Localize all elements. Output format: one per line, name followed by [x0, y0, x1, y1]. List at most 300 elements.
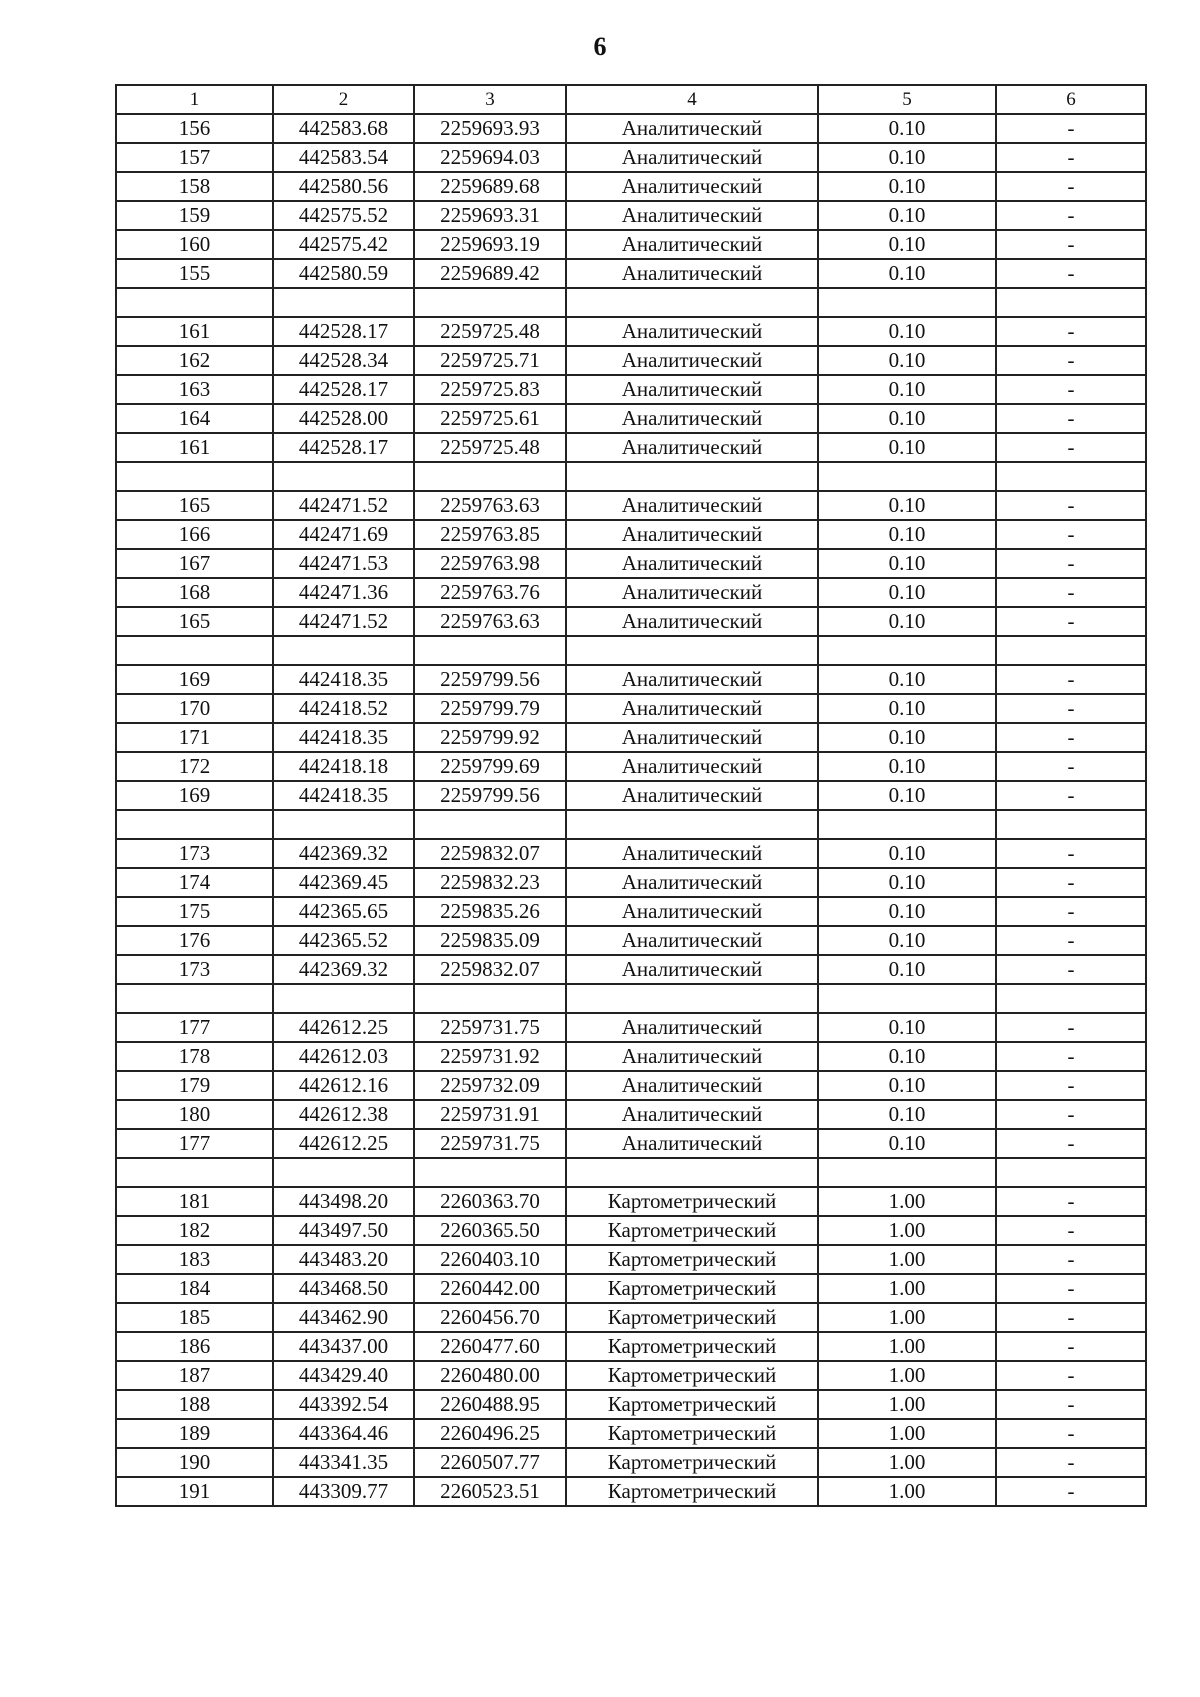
x-coordinate-cell: 442612.25 — [273, 1129, 414, 1158]
point-number-cell: 166 — [116, 520, 273, 549]
point-number-cell: 155 — [116, 259, 273, 288]
y-coordinate-cell: 2259799.92 — [414, 723, 566, 752]
table-row — [116, 926, 1146, 955]
y-coordinate-cell: 2259832.07 — [414, 839, 566, 868]
note-cell: - — [996, 1448, 1146, 1477]
precision-cell: 1.00 — [818, 1274, 996, 1303]
method-cell — [566, 984, 818, 1013]
method-cell: Аналитический — [566, 317, 818, 346]
table-row — [116, 1361, 1146, 1390]
note-cell: - — [996, 1187, 1146, 1216]
table-body — [116, 114, 1146, 1506]
precision-cell: 0.10 — [818, 433, 996, 462]
separator-row — [116, 984, 1146, 1013]
point-number-cell: 184 — [116, 1274, 273, 1303]
note-cell — [996, 1158, 1146, 1187]
precision-cell: 1.00 — [818, 1187, 996, 1216]
column-header-1: 1 — [116, 85, 273, 114]
y-coordinate-cell: 2260403.10 — [414, 1245, 566, 1274]
table-row — [116, 549, 1146, 578]
table-row — [116, 1013, 1146, 1042]
x-coordinate-cell: 442365.65 — [273, 897, 414, 926]
note-cell: - — [996, 781, 1146, 810]
point-number-cell: 185 — [116, 1303, 273, 1332]
column-header-3: 3 — [414, 85, 566, 114]
precision-cell: 0.10 — [818, 955, 996, 984]
note-cell: - — [996, 172, 1146, 201]
x-coordinate-cell: 443429.40 — [273, 1361, 414, 1390]
precision-cell: 0.10 — [818, 578, 996, 607]
table-row — [116, 404, 1146, 433]
x-coordinate-cell: 442575.42 — [273, 230, 414, 259]
precision-cell: 0.10 — [818, 1129, 996, 1158]
point-number-cell: 169 — [116, 781, 273, 810]
precision-cell — [818, 810, 996, 839]
point-number-cell: 161 — [116, 433, 273, 462]
precision-cell: 1.00 — [818, 1332, 996, 1361]
y-coordinate-cell: 2259732.09 — [414, 1071, 566, 1100]
table-row — [116, 230, 1146, 259]
y-coordinate-cell: 2260363.70 — [414, 1187, 566, 1216]
y-coordinate-cell: 2259689.68 — [414, 172, 566, 201]
note-cell: - — [996, 752, 1146, 781]
y-coordinate-cell — [414, 636, 566, 665]
method-cell: Картометрический — [566, 1477, 818, 1506]
table-row — [116, 1390, 1146, 1419]
note-cell: - — [996, 1274, 1146, 1303]
separator-row — [116, 810, 1146, 839]
y-coordinate-cell: 2259731.92 — [414, 1042, 566, 1071]
table-row — [116, 375, 1146, 404]
table-row — [116, 259, 1146, 288]
x-coordinate-cell: 443364.46 — [273, 1419, 414, 1448]
precision-cell: 0.10 — [818, 897, 996, 926]
note-cell: - — [996, 259, 1146, 288]
note-cell: - — [996, 665, 1146, 694]
table-row — [116, 1100, 1146, 1129]
x-coordinate-cell: 443341.35 — [273, 1448, 414, 1477]
note-cell: - — [996, 1100, 1146, 1129]
note-cell: - — [996, 723, 1146, 752]
table-row — [116, 1274, 1146, 1303]
point-number-cell — [116, 636, 273, 665]
table-row — [116, 1477, 1146, 1506]
point-number-cell: 183 — [116, 1245, 273, 1274]
precision-cell: 1.00 — [818, 1477, 996, 1506]
table-row — [116, 897, 1146, 926]
note-cell: - — [996, 1245, 1146, 1274]
point-number-cell — [116, 1158, 273, 1187]
y-coordinate-cell: 2259832.23 — [414, 868, 566, 897]
y-coordinate-cell: 2260488.95 — [414, 1390, 566, 1419]
x-coordinate-cell: 443437.00 — [273, 1332, 414, 1361]
table-row — [116, 201, 1146, 230]
table-row — [116, 520, 1146, 549]
y-coordinate-cell — [414, 984, 566, 1013]
note-cell: - — [996, 1390, 1146, 1419]
point-number-cell: 172 — [116, 752, 273, 781]
point-number-cell: 189 — [116, 1419, 273, 1448]
x-coordinate-cell: 443468.50 — [273, 1274, 414, 1303]
method-cell: Аналитический — [566, 404, 818, 433]
precision-cell: 1.00 — [818, 1448, 996, 1477]
y-coordinate-cell: 2260507.77 — [414, 1448, 566, 1477]
point-number-cell: 173 — [116, 839, 273, 868]
y-coordinate-cell: 2260442.00 — [414, 1274, 566, 1303]
note-cell — [996, 810, 1146, 839]
precision-cell: 0.10 — [818, 694, 996, 723]
method-cell: Картометрический — [566, 1187, 818, 1216]
y-coordinate-cell: 2259799.79 — [414, 694, 566, 723]
x-coordinate-cell: 442471.52 — [273, 491, 414, 520]
column-header-2: 2 — [273, 85, 414, 114]
x-coordinate-cell: 442528.17 — [273, 317, 414, 346]
point-number-cell: 156 — [116, 114, 273, 143]
point-number-cell: 186 — [116, 1332, 273, 1361]
method-cell: Картометрический — [566, 1216, 818, 1245]
method-cell: Аналитический — [566, 1129, 818, 1158]
point-number-cell: 160 — [116, 230, 273, 259]
method-cell — [566, 1158, 818, 1187]
y-coordinate-cell: 2259693.31 — [414, 201, 566, 230]
precision-cell: 0.10 — [818, 143, 996, 172]
point-number-cell: 180 — [116, 1100, 273, 1129]
note-cell: - — [996, 1216, 1146, 1245]
precision-cell: 0.10 — [818, 752, 996, 781]
y-coordinate-cell: 2260456.70 — [414, 1303, 566, 1332]
point-number-cell: 159 — [116, 201, 273, 230]
y-coordinate-cell: 2259799.56 — [414, 781, 566, 810]
x-coordinate-cell: 442418.35 — [273, 665, 414, 694]
note-cell: - — [996, 897, 1146, 926]
precision-cell: 0.10 — [818, 1013, 996, 1042]
x-coordinate-cell: 442528.17 — [273, 375, 414, 404]
note-cell: - — [996, 1303, 1146, 1332]
table-row — [116, 1419, 1146, 1448]
point-number-cell — [116, 288, 273, 317]
table-row — [116, 1303, 1146, 1332]
note-cell: - — [996, 1332, 1146, 1361]
method-cell: Аналитический — [566, 230, 818, 259]
x-coordinate-cell: 442471.52 — [273, 607, 414, 636]
table-row — [116, 839, 1146, 868]
table-row — [116, 143, 1146, 172]
precision-cell — [818, 1158, 996, 1187]
x-coordinate-cell: 442612.03 — [273, 1042, 414, 1071]
note-cell: - — [996, 694, 1146, 723]
note-cell: - — [996, 375, 1146, 404]
note-cell: - — [996, 1013, 1146, 1042]
y-coordinate-cell: 2259725.83 — [414, 375, 566, 404]
precision-cell: 0.10 — [818, 404, 996, 433]
x-coordinate-cell: 443392.54 — [273, 1390, 414, 1419]
y-coordinate-cell: 2260365.50 — [414, 1216, 566, 1245]
table-row — [116, 1071, 1146, 1100]
point-number-cell: 170 — [116, 694, 273, 723]
note-cell: - — [996, 520, 1146, 549]
x-coordinate-cell — [273, 1158, 414, 1187]
y-coordinate-cell: 2259693.19 — [414, 230, 566, 259]
method-cell: Аналитический — [566, 781, 818, 810]
x-coordinate-cell: 442418.18 — [273, 752, 414, 781]
method-cell: Аналитический — [566, 549, 818, 578]
note-cell: - — [996, 143, 1146, 172]
note-cell — [996, 636, 1146, 665]
method-cell — [566, 810, 818, 839]
precision-cell: 1.00 — [818, 1245, 996, 1274]
method-cell: Аналитический — [566, 143, 818, 172]
point-number-cell — [116, 984, 273, 1013]
method-cell: Картометрический — [566, 1448, 818, 1477]
method-cell: Аналитический — [566, 897, 818, 926]
precision-cell: 0.10 — [818, 839, 996, 868]
method-cell: Аналитический — [566, 114, 818, 143]
table-row — [116, 607, 1146, 636]
column-header-4: 4 — [566, 85, 818, 114]
table-row — [116, 346, 1146, 375]
y-coordinate-cell: 2259763.85 — [414, 520, 566, 549]
x-coordinate-cell: 443462.90 — [273, 1303, 414, 1332]
method-cell: Аналитический — [566, 433, 818, 462]
point-number-cell: 161 — [116, 317, 273, 346]
note-cell: - — [996, 433, 1146, 462]
method-cell: Аналитический — [566, 375, 818, 404]
x-coordinate-cell — [273, 984, 414, 1013]
method-cell: Аналитический — [566, 694, 818, 723]
table-header — [116, 85, 1146, 114]
note-cell: - — [996, 839, 1146, 868]
precision-cell — [818, 636, 996, 665]
y-coordinate-cell: 2259731.91 — [414, 1100, 566, 1129]
point-number-cell: 168 — [116, 578, 273, 607]
point-number-cell: 191 — [116, 1477, 273, 1506]
x-coordinate-cell: 443309.77 — [273, 1477, 414, 1506]
table-row — [116, 1216, 1146, 1245]
method-cell: Аналитический — [566, 520, 818, 549]
point-number-cell: 174 — [116, 868, 273, 897]
table-row — [116, 723, 1146, 752]
x-coordinate-cell: 442612.38 — [273, 1100, 414, 1129]
precision-cell: 0.10 — [818, 1042, 996, 1071]
table-row — [116, 317, 1146, 346]
point-number-cell: 177 — [116, 1129, 273, 1158]
note-cell — [996, 462, 1146, 491]
point-number-cell: 164 — [116, 404, 273, 433]
method-cell: Аналитический — [566, 839, 818, 868]
y-coordinate-cell: 2259725.48 — [414, 317, 566, 346]
precision-cell: 0.10 — [818, 607, 996, 636]
point-number-cell: 187 — [116, 1361, 273, 1390]
note-cell: - — [996, 578, 1146, 607]
precision-cell: 1.00 — [818, 1390, 996, 1419]
point-number-cell — [116, 810, 273, 839]
note-cell: - — [996, 1071, 1146, 1100]
x-coordinate-cell: 442369.32 — [273, 955, 414, 984]
method-cell: Картометрический — [566, 1390, 818, 1419]
method-cell: Картометрический — [566, 1419, 818, 1448]
x-coordinate-cell — [273, 636, 414, 665]
table-row — [116, 955, 1146, 984]
y-coordinate-cell: 2259725.71 — [414, 346, 566, 375]
table-row — [116, 1448, 1146, 1477]
table-row — [116, 578, 1146, 607]
x-coordinate-cell: 442471.69 — [273, 520, 414, 549]
x-coordinate-cell: 442583.54 — [273, 143, 414, 172]
precision-cell: 0.10 — [818, 926, 996, 955]
table-row — [116, 665, 1146, 694]
x-coordinate-cell: 442528.00 — [273, 404, 414, 433]
method-cell — [566, 462, 818, 491]
y-coordinate-cell — [414, 462, 566, 491]
x-coordinate-cell — [273, 462, 414, 491]
point-number-cell: 175 — [116, 897, 273, 926]
point-number-cell: 163 — [116, 375, 273, 404]
method-cell: Картометрический — [566, 1303, 818, 1332]
table-row — [116, 781, 1146, 810]
x-coordinate-cell: 443498.20 — [273, 1187, 414, 1216]
note-cell: - — [996, 926, 1146, 955]
separator-row — [116, 462, 1146, 491]
x-coordinate-cell: 442369.32 — [273, 839, 414, 868]
x-coordinate-cell: 442471.36 — [273, 578, 414, 607]
x-coordinate-cell: 442471.53 — [273, 549, 414, 578]
table-row — [116, 1332, 1146, 1361]
y-coordinate-cell: 2259731.75 — [414, 1013, 566, 1042]
method-cell: Аналитический — [566, 578, 818, 607]
x-coordinate-cell: 442612.16 — [273, 1071, 414, 1100]
x-coordinate-cell — [273, 288, 414, 317]
note-cell: - — [996, 1477, 1146, 1506]
note-cell: - — [996, 549, 1146, 578]
precision-cell: 0.10 — [818, 723, 996, 752]
point-number-cell: 178 — [116, 1042, 273, 1071]
point-number-cell: 179 — [116, 1071, 273, 1100]
note-cell: - — [996, 607, 1146, 636]
note-cell: - — [996, 1361, 1146, 1390]
point-number-cell: 157 — [116, 143, 273, 172]
table-row — [116, 694, 1146, 723]
table-row — [116, 1245, 1146, 1274]
x-coordinate-cell: 442528.17 — [273, 433, 414, 462]
method-cell: Аналитический — [566, 955, 818, 984]
x-coordinate-cell: 442583.68 — [273, 114, 414, 143]
note-cell: - — [996, 346, 1146, 375]
precision-cell: 0.10 — [818, 201, 996, 230]
y-coordinate-cell: 2259689.42 — [414, 259, 566, 288]
page-number: 6 — [593, 32, 607, 61]
method-cell: Аналитический — [566, 1071, 818, 1100]
y-coordinate-cell: 2259731.75 — [414, 1129, 566, 1158]
point-number-cell: 158 — [116, 172, 273, 201]
y-coordinate-cell — [414, 1158, 566, 1187]
note-cell: - — [996, 404, 1146, 433]
precision-cell: 0.10 — [818, 259, 996, 288]
x-coordinate-cell: 443483.20 — [273, 1245, 414, 1274]
x-coordinate-cell: 442575.52 — [273, 201, 414, 230]
method-cell: Аналитический — [566, 346, 818, 375]
method-cell: Картометрический — [566, 1245, 818, 1274]
precision-cell: 0.10 — [818, 549, 996, 578]
table-row — [116, 1042, 1146, 1071]
method-cell: Аналитический — [566, 926, 818, 955]
method-cell: Аналитический — [566, 259, 818, 288]
method-cell: Аналитический — [566, 868, 818, 897]
x-coordinate-cell: 442418.35 — [273, 723, 414, 752]
table-row — [116, 868, 1146, 897]
point-number-cell: 162 — [116, 346, 273, 375]
x-coordinate-cell: 443497.50 — [273, 1216, 414, 1245]
x-coordinate-cell: 442580.56 — [273, 172, 414, 201]
precision-cell: 0.10 — [818, 317, 996, 346]
y-coordinate-cell: 2259694.03 — [414, 143, 566, 172]
point-number-cell: 165 — [116, 491, 273, 520]
precision-cell: 1.00 — [818, 1303, 996, 1332]
method-cell: Аналитический — [566, 172, 818, 201]
method-cell: Аналитический — [566, 607, 818, 636]
table-row — [116, 172, 1146, 201]
x-coordinate-cell: 442365.52 — [273, 926, 414, 955]
y-coordinate-cell: 2260477.60 — [414, 1332, 566, 1361]
method-cell: Аналитический — [566, 1100, 818, 1129]
x-coordinate-cell: 442612.25 — [273, 1013, 414, 1042]
method-cell: Картометрический — [566, 1361, 818, 1390]
x-coordinate-cell — [273, 810, 414, 839]
precision-cell: 0.10 — [818, 868, 996, 897]
precision-cell: 0.10 — [818, 520, 996, 549]
precision-cell — [818, 984, 996, 1013]
y-coordinate-cell: 2259799.56 — [414, 665, 566, 694]
precision-cell: 0.10 — [818, 375, 996, 404]
method-cell — [566, 636, 818, 665]
x-coordinate-cell: 442418.52 — [273, 694, 414, 723]
method-cell: Аналитический — [566, 1013, 818, 1042]
y-coordinate-cell: 2259763.76 — [414, 578, 566, 607]
point-number-cell: 176 — [116, 926, 273, 955]
x-coordinate-cell: 442418.35 — [273, 781, 414, 810]
method-cell — [566, 288, 818, 317]
method-cell: Аналитический — [566, 491, 818, 520]
y-coordinate-cell: 2259799.69 — [414, 752, 566, 781]
y-coordinate-cell: 2260496.25 — [414, 1419, 566, 1448]
precision-cell: 0.10 — [818, 781, 996, 810]
point-number-cell: 188 — [116, 1390, 273, 1419]
precision-cell — [818, 462, 996, 491]
y-coordinate-cell: 2260480.00 — [414, 1361, 566, 1390]
point-number-cell: 182 — [116, 1216, 273, 1245]
precision-cell: 0.10 — [818, 665, 996, 694]
note-cell: - — [996, 491, 1146, 520]
note-cell: - — [996, 201, 1146, 230]
note-cell: - — [996, 114, 1146, 143]
point-number-cell: 169 — [116, 665, 273, 694]
table-row — [116, 752, 1146, 781]
precision-cell: 0.10 — [818, 491, 996, 520]
y-coordinate-cell — [414, 288, 566, 317]
method-cell: Аналитический — [566, 201, 818, 230]
point-number-cell — [116, 462, 273, 491]
point-number-cell: 177 — [116, 1013, 273, 1042]
point-number-cell: 173 — [116, 955, 273, 984]
separator-row — [116, 1158, 1146, 1187]
y-coordinate-cell: 2259725.48 — [414, 433, 566, 462]
method-cell: Аналитический — [566, 723, 818, 752]
y-coordinate-cell — [414, 810, 566, 839]
method-cell: Аналитический — [566, 752, 818, 781]
precision-cell: 1.00 — [818, 1361, 996, 1390]
point-number-cell: 190 — [116, 1448, 273, 1477]
y-coordinate-cell: 2259835.09 — [414, 926, 566, 955]
y-coordinate-cell: 2259763.63 — [414, 607, 566, 636]
